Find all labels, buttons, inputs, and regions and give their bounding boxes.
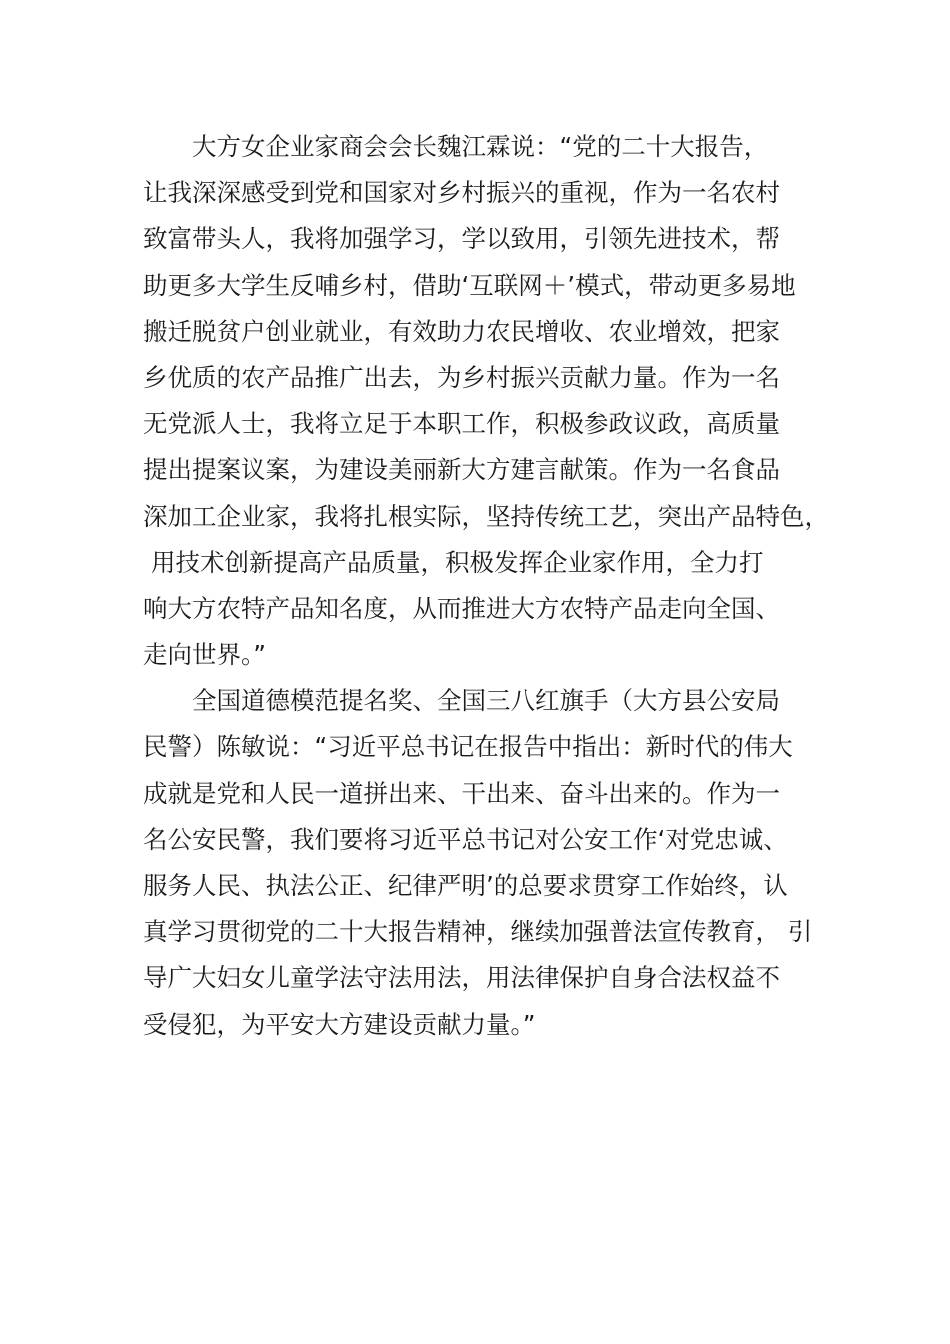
text-line: 受侵犯，为平安大方建设贡献力量。” — [143, 1009, 536, 1039]
text-line: 大方女企业家商会会长魏江霖说：“党的二十大报告， — [192, 132, 769, 161]
paragraph-wei-jianglin-quote — [143, 124, 829, 678]
text-line: 真学习贯彻党的二十大报告精神，继续加强普法宣传教育， 引 — [143, 917, 813, 947]
text-line: 提出提案议案，为建设美丽新大方建言献策。作为一名食品 — [143, 455, 780, 485]
text-line: 助更多大学生反哺乡村，借助‘互联网＋’模式，带动更多易地 — [143, 270, 796, 300]
text-line: 乡优质的农产品推广出去，为乡村振兴贡献力量。作为一名 — [143, 362, 780, 392]
text-line: 深加工企业家，我将扎根实际，坚持传统工艺，突出产品特色， — [143, 501, 829, 531]
text-line: 导广大妇女儿童学法守法用法，用法律保护自身合法权益不 — [143, 963, 780, 993]
text-line: 名公安民警，我们要将习近平总书记对公安工作‘对党忠诚、 — [143, 824, 788, 854]
text-line: 民警）陈敏说：“习近平总书记在报告中指出：新时代的伟大 — [143, 732, 793, 762]
text-line: 响大方农特产品知名度，从而推进大方农特产品走向全国、 — [143, 593, 780, 623]
text-line: 用技术创新提高产品质量，积极发挥企业家作用，全力打 — [151, 547, 764, 577]
document-body — [143, 124, 829, 1048]
text-line: 搬迁脱贫户创业就业，有效助力农民增收、农业增效，把家 — [143, 316, 780, 346]
paragraph-chen-min-quote — [143, 678, 815, 1048]
text-line: 让我深深感受到党和国家对乡村振兴的重视，作为一名农村 — [143, 178, 780, 208]
text-line: 走向世界。” — [143, 640, 266, 670]
text-line: 成就是党和人民一道拼出来、干出来、奋斗出来的。作为一 — [143, 778, 780, 808]
text-line: 无党派人士，我将立足于本职工作，积极参政议政，高质量 — [143, 409, 780, 439]
text-line: 致富带头人，我将加强学习，学以致用，引领先进技术，帮 — [143, 224, 780, 254]
text-line: 全国道德模范提名奖、全国三八红旗手（大方县公安局 — [192, 686, 780, 716]
text-line: 服务人民、执法公正、纪律严明’的总要求贯穿工作始终，认 — [143, 871, 788, 900]
